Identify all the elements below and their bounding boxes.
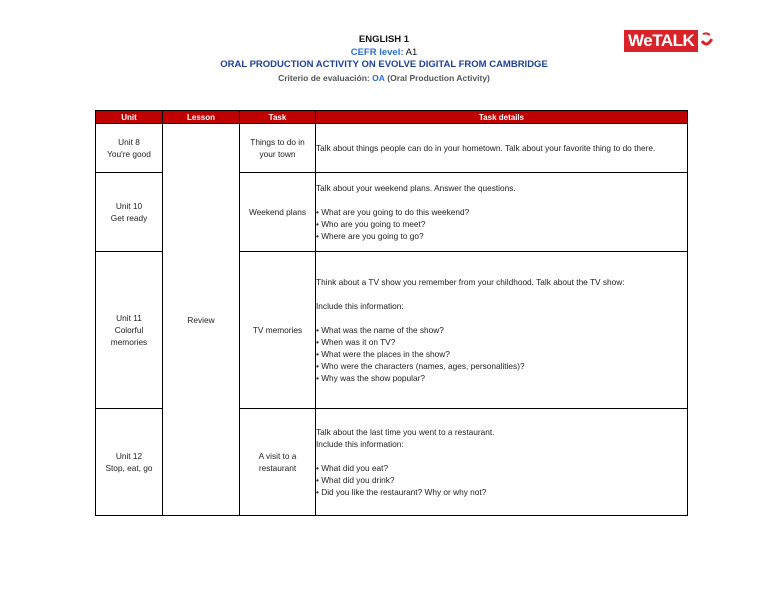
col-lesson: Lesson bbox=[163, 111, 240, 124]
paragraph-spacer bbox=[316, 288, 687, 300]
task-cell bbox=[240, 252, 316, 409]
task-name-line: A visit to a bbox=[258, 451, 297, 461]
unit-cell bbox=[96, 252, 163, 409]
question-bullet: • Why was the show popular? bbox=[316, 373, 425, 383]
unit-number: Unit 12 bbox=[115, 451, 143, 461]
unit-number: Unit 8 bbox=[118, 137, 140, 147]
task-instructions: Talk about the last time you went to a restaurant. bbox=[316, 427, 495, 437]
unit-cell bbox=[96, 124, 163, 173]
logo-swoosh-icon bbox=[700, 32, 714, 50]
question-bullet: • Where are you going to go? bbox=[316, 231, 424, 241]
task-details-cell bbox=[316, 173, 688, 252]
evaluation-criteria bbox=[0, 72, 768, 85]
question-bullet: • Who are you going to meet? bbox=[316, 219, 426, 229]
task-instructions: Include this information: bbox=[316, 439, 404, 449]
paragraph-spacer bbox=[316, 312, 687, 324]
lesson-cell: Review bbox=[163, 124, 240, 516]
task-details-cell bbox=[316, 124, 688, 173]
unit-cell bbox=[96, 173, 163, 252]
task-instructions: Talk about your weekend plans. Answer the questions. bbox=[316, 183, 516, 193]
table-row bbox=[96, 124, 688, 173]
col-task: Task bbox=[240, 111, 316, 124]
unit-name: You're good bbox=[107, 149, 151, 159]
table-header-row bbox=[96, 111, 688, 124]
wetalk-logo bbox=[624, 29, 714, 53]
task-instructions: Talk about things people can do in your hometown. Talk about your favorite thing to do there. bbox=[316, 143, 656, 153]
criteria-code: OA bbox=[372, 72, 385, 83]
question-bullet: • What were the places in the show? bbox=[316, 349, 450, 359]
logo-text: WeTALK bbox=[624, 30, 698, 52]
task-cell bbox=[240, 124, 316, 173]
col-unit: Unit bbox=[96, 111, 163, 124]
task-name-line: TV memories bbox=[252, 325, 303, 335]
task-details-cell bbox=[316, 252, 688, 409]
criteria-description: (Oral Production Activity) bbox=[387, 72, 490, 83]
unit-name: Get ready bbox=[110, 213, 148, 223]
criteria-label: Criterio de evaluación: bbox=[278, 72, 370, 83]
question-bullet: • What are you going to do this weekend? bbox=[316, 207, 470, 217]
cefr-label: CEFR level: bbox=[350, 46, 404, 58]
unit-name: Colorful memories bbox=[110, 325, 148, 347]
col-task-details: Task details bbox=[316, 111, 688, 124]
question-bullet: • What did you drink? bbox=[316, 475, 395, 485]
course-title: ENGLISH 1 bbox=[358, 34, 410, 45]
task-table bbox=[95, 110, 688, 516]
question-bullet: • Who were the characters (names, ages, personalities)? bbox=[316, 361, 525, 371]
question-bullet: • When was it on TV? bbox=[316, 337, 396, 347]
task-details-cell bbox=[316, 409, 688, 516]
task-name-line: Weekend plans bbox=[248, 207, 307, 217]
cefr-value: A1 bbox=[405, 46, 418, 58]
paragraph-spacer bbox=[316, 194, 687, 206]
question-bullet: • What did you eat? bbox=[316, 463, 389, 473]
unit-cell bbox=[96, 409, 163, 516]
task-instructions: Include this information: bbox=[316, 301, 404, 311]
task-instructions: Think about a TV show you remember from your childhood. Talk about the TV show: bbox=[316, 277, 625, 287]
activity-title: ORAL PRODUCTION ACTIVITY ON EVOLVE DIGITAL FROM CAMBRIDGE bbox=[220, 59, 548, 70]
question-bullet: • Did you like the restaurant? Why or why not? bbox=[316, 487, 487, 497]
unit-number: Unit 11 bbox=[116, 313, 142, 323]
task-cell bbox=[240, 409, 316, 516]
paragraph-spacer bbox=[316, 450, 687, 462]
task-cell bbox=[240, 173, 316, 252]
task-name-line: Things to do in bbox=[250, 137, 305, 147]
unit-name: Stop, eat, go bbox=[105, 463, 153, 473]
question-bullet: • What was the name of the show? bbox=[316, 325, 444, 335]
task-name-line: your town bbox=[259, 149, 296, 159]
task-name-line: restaurant bbox=[258, 463, 297, 473]
unit-number: Unit 10 bbox=[115, 201, 143, 211]
